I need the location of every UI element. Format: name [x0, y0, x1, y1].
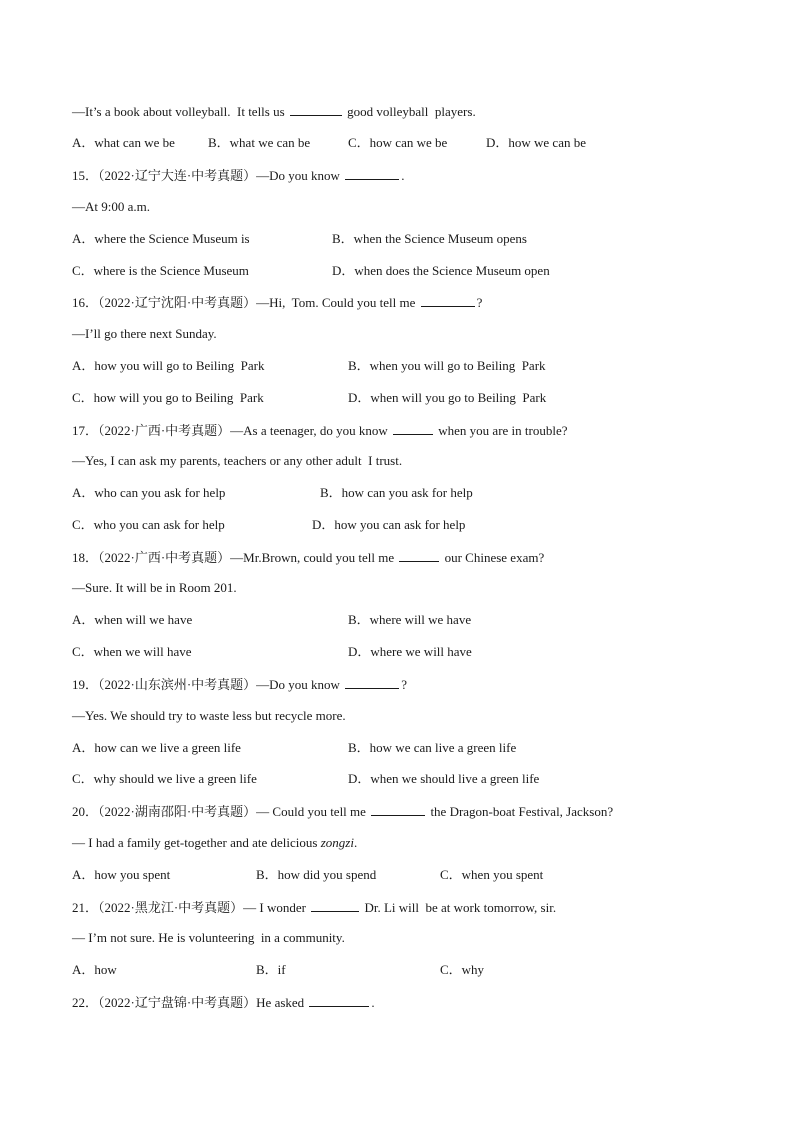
q18-stem — [72, 549, 544, 566]
q21-stem-text-after: Dr. Li will be at work tomorrow, sir. — [364, 900, 557, 915]
q22-stem-text-after: . — [371, 995, 375, 1010]
q21-option-a[interactable]: A．how — [72, 962, 117, 977]
q20-option-c[interactable]: C．when you spent — [440, 867, 544, 882]
q15-stem-text-before: 15．（2022·辽宁大连·中考真题）—Do you know — [72, 168, 340, 183]
q22-stem — [72, 994, 375, 1011]
q19-option-d[interactable]: D．when we should live a green life — [348, 771, 540, 786]
q17-option-b[interactable]: B．how can you ask for help — [320, 485, 473, 500]
q16-answer-blank[interactable] — [421, 294, 475, 307]
q17-option-a[interactable]: A．who can you ask for help — [72, 485, 226, 500]
q17-answer-blank[interactable] — [393, 422, 433, 435]
q16-stem-text-after: ? — [476, 295, 483, 310]
q19-option-c[interactable]: C．why should we live a green life — [72, 771, 257, 786]
q14-option-b[interactable]: B．what we can be — [208, 135, 311, 150]
q21-option-b[interactable]: B．if — [256, 962, 286, 977]
q15-reply: —At 9:00 a.m. — [72, 199, 150, 214]
q14-option-c[interactable]: C．how can we be — [348, 135, 448, 150]
q17-reply: —Yes, I can ask my parents, teachers or any other adult I trust. — [72, 453, 403, 468]
q21-answer-blank[interactable] — [311, 899, 359, 912]
q15-option-d[interactable]: D．when does the Science Museum open — [332, 263, 550, 278]
q19-reply: —Yes. We should try to waste less but recycle more. — [72, 708, 346, 723]
q16-option-c[interactable]: C．how will you go to Beiling Park — [72, 390, 264, 405]
q14-dialog-text-after: good volleyball players. — [347, 104, 476, 119]
q20-stem — [72, 803, 613, 820]
q15-option-c[interactable]: C．where is the Science Museum — [72, 263, 249, 278]
q20-option-a[interactable]: A．how you spent — [72, 867, 171, 882]
q17-option-c[interactable]: C．who you can ask for help — [72, 517, 225, 532]
q14-option-a[interactable]: A．what can we be — [72, 135, 175, 150]
q20-stem-text-after: the Dragon-boat Festival, Jackson? — [430, 804, 614, 819]
q17-stem-text-before: 17．（2022·广西·中考真题）—As a teenager, do you know — [72, 423, 388, 438]
q15-option-a[interactable]: A．where the Science Museum is — [72, 231, 250, 246]
q21-stem-text-before: 21．（2022·黑龙江·中考真题）— I wonder — [72, 900, 306, 915]
q15-answer-blank[interactable] — [345, 167, 399, 180]
q18-answer-blank[interactable] — [399, 549, 439, 562]
q18-option-c[interactable]: C．when we will have — [72, 644, 192, 659]
q14-dialog — [72, 103, 476, 120]
q19-answer-blank[interactable] — [345, 676, 399, 689]
q14-option-d[interactable]: D．how we can be — [486, 135, 586, 150]
q20-stem-text-before: 20．（2022·湖南邵阳·中考真题）— Could you tell me — [72, 804, 366, 819]
q20-option-b[interactable]: B．how did you spend — [256, 867, 377, 882]
q14-dialog-text-before: —It’s a book about volleyball. It tells us — [72, 104, 285, 119]
q19-stem-text-before: 19．（2022·山东滨州·中考真题）—Do you know — [72, 677, 340, 692]
q18-stem-text-before: 18．（2022·广西·中考真题）—Mr.Brown, could you tell me — [72, 550, 395, 565]
q18-stem-text-after: our Chinese exam? — [444, 550, 545, 565]
q20-reply-text-before: — I had a family get-together and ate delicious — [72, 835, 318, 850]
q22-stem-text-before: 22．（2022·辽宁盘锦·中考真题）He asked — [72, 995, 305, 1010]
q18-option-d[interactable]: D．where we will have — [348, 644, 472, 659]
q17-stem — [72, 422, 568, 439]
q15-stem-text-after: . — [401, 168, 405, 183]
q20-reply — [72, 835, 357, 851]
q15-option-b[interactable]: B．when the Science Museum opens — [332, 231, 527, 246]
q19-stem-text-after: ? — [401, 677, 407, 692]
q21-option-c[interactable]: C．why — [440, 962, 485, 977]
q16-stem — [72, 294, 482, 311]
q19-option-a[interactable]: A．how can we live a green life — [72, 740, 241, 755]
q16-reply: —I’ll go there next Sunday. — [72, 326, 217, 341]
q15-stem — [72, 167, 404, 184]
q14-answer-blank[interactable] — [290, 103, 342, 116]
q20-reply-italic-word: zongzi — [320, 835, 354, 850]
q16-option-b[interactable]: B．when you will go to Beiling Park — [348, 358, 546, 373]
q21-stem — [72, 899, 556, 916]
q19-option-b[interactable]: B．how we can live a green life — [348, 740, 517, 755]
q18-option-b[interactable]: B．where will we have — [348, 612, 472, 627]
q16-stem-text-before: 16．（2022·辽宁沈阳·中考真题）—Hi, Tom. Could you tell me — [72, 295, 416, 310]
q20-reply-text-after: . — [353, 835, 358, 850]
q17-option-d[interactable]: D．how you can ask for help — [312, 517, 466, 532]
q17-stem-text-after: when you are in trouble? — [438, 423, 568, 438]
q18-reply: —Sure. It will be in Room 201. — [72, 580, 237, 595]
q20-answer-blank[interactable] — [371, 803, 425, 816]
q16-option-d[interactable]: D．when will you go to Beiling Park — [348, 390, 547, 405]
q19-stem — [72, 676, 407, 693]
q21-reply: — I’m not sure. He is volunteering in a community. — [72, 930, 345, 945]
q16-option-a[interactable]: A．how you will go to Beiling Park — [72, 358, 265, 373]
q18-option-a[interactable]: A．when will we have — [72, 612, 193, 627]
q22-answer-blank[interactable] — [309, 994, 369, 1007]
